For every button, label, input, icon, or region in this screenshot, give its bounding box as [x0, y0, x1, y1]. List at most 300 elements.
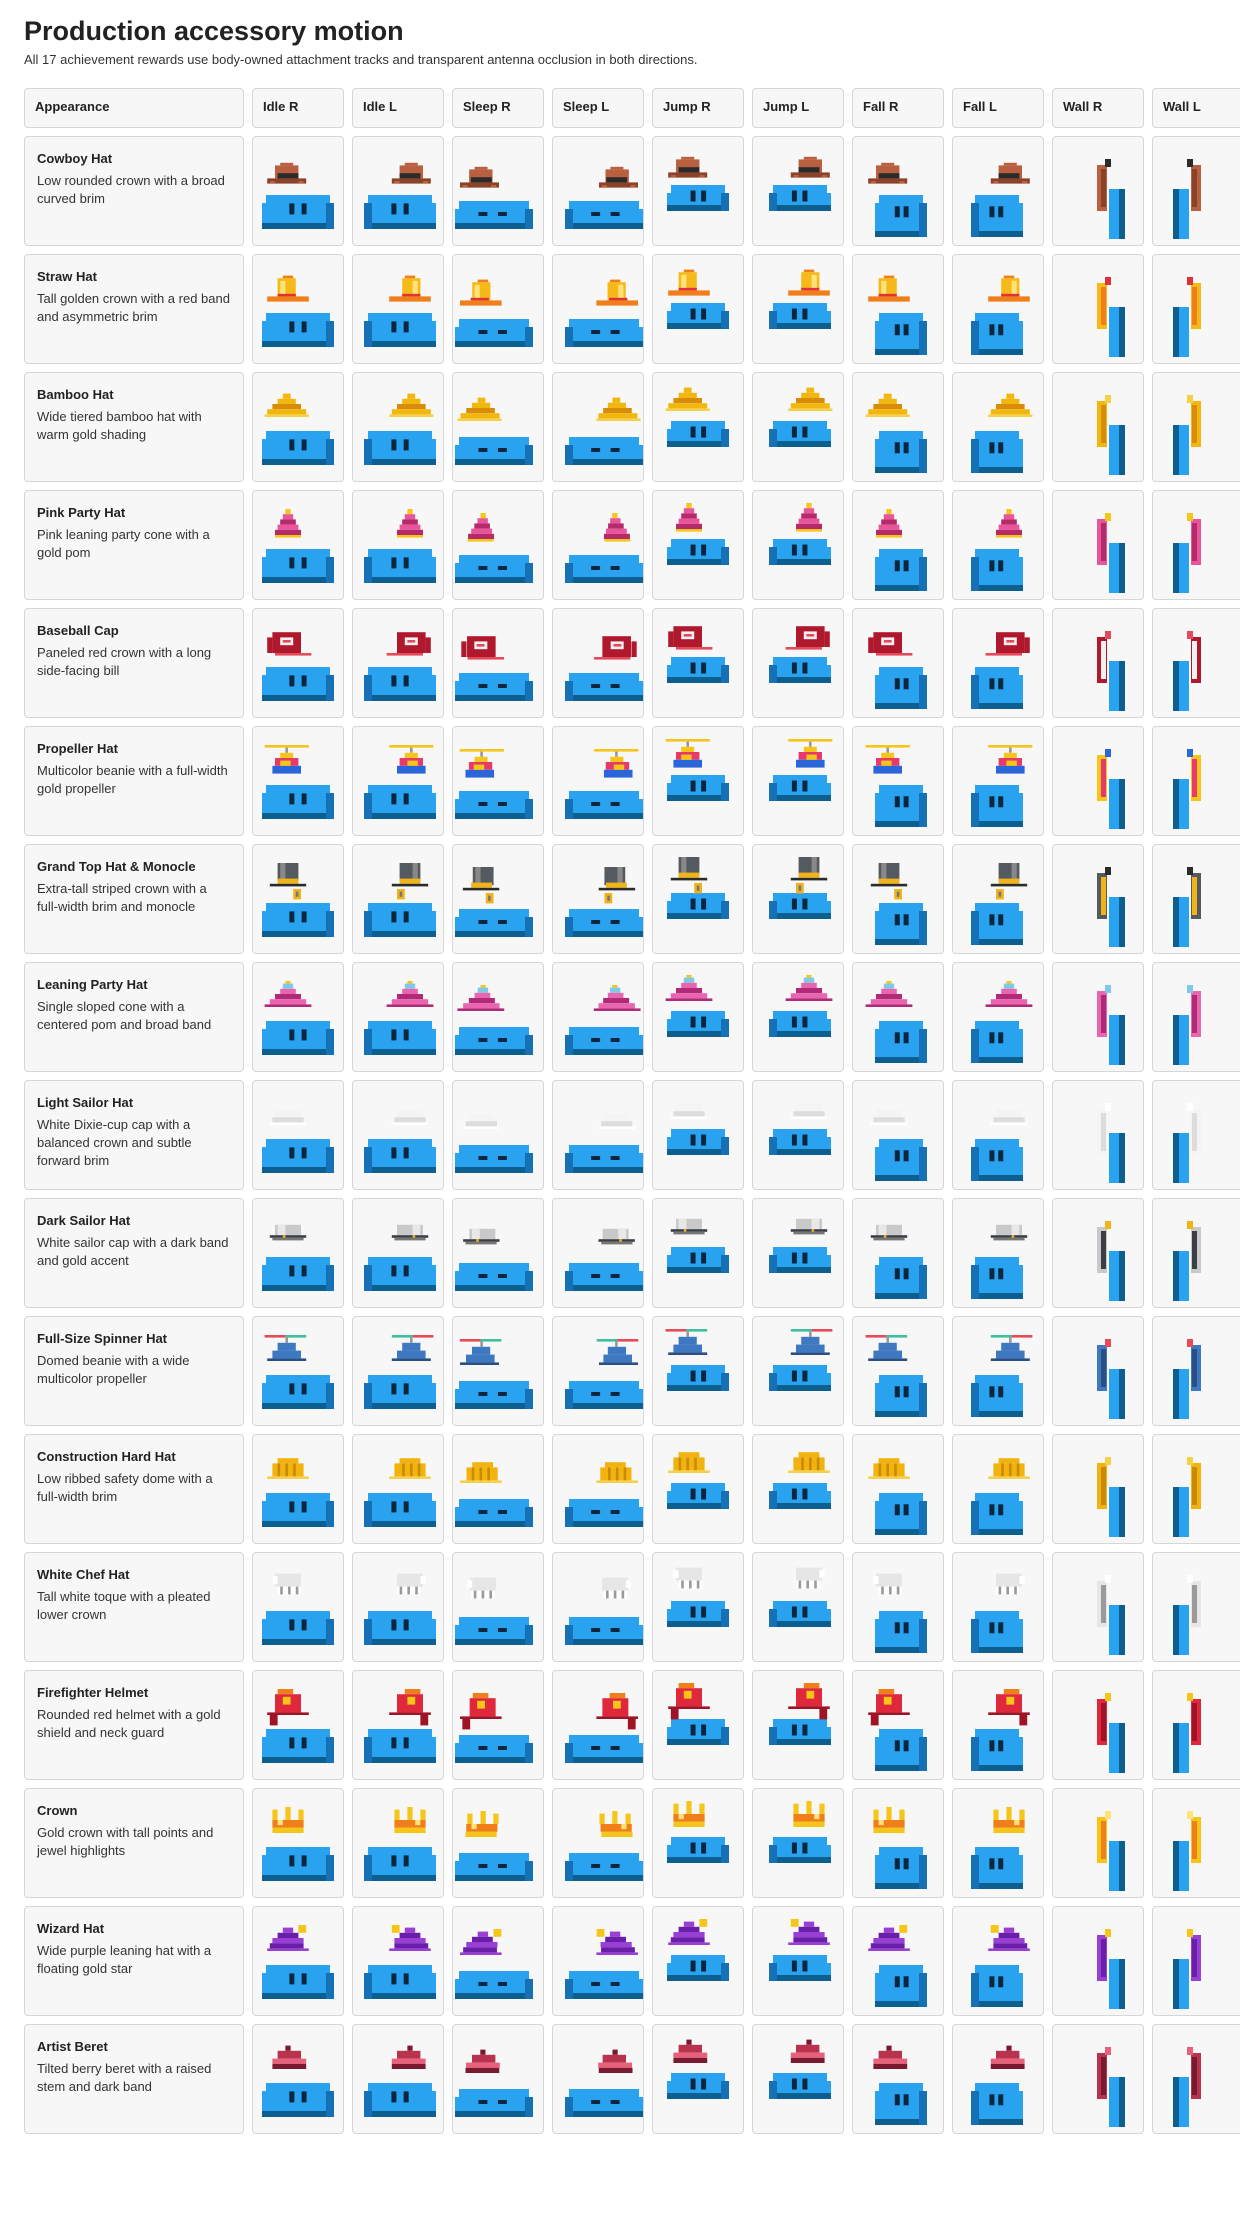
party-hat-icon	[253, 491, 344, 600]
propeller-hat-icon	[853, 727, 944, 836]
sprite-cell-idle-l	[352, 962, 444, 1072]
hard-hat-icon	[1153, 1435, 1240, 1544]
page-title: Production accessory motion	[24, 16, 404, 46]
chef-hat-icon	[1153, 1553, 1240, 1662]
propeller-hat-icon	[953, 727, 1044, 836]
crown-icon	[353, 1789, 444, 1898]
sprite-cell-sleep-l	[552, 2024, 644, 2134]
cowboy-hat-icon	[753, 137, 844, 246]
accessory-description: Tilted berry beret with a raised stem and dark band	[37, 2061, 212, 2094]
hard-hat-icon	[953, 1435, 1044, 1544]
leaning-party-hat-icon	[553, 963, 644, 1072]
sprite-cell-fall-l	[952, 844, 1044, 954]
dark-sailor-hat-icon	[253, 1199, 344, 1308]
beret-icon	[553, 2025, 644, 2134]
spinner-hat-icon	[253, 1317, 344, 1426]
accessory-description: Extra-tall striped crown with a full-width brim and monocle	[37, 881, 207, 914]
accessory-description: Tall golden crown with a red band and asymmetric brim	[37, 291, 230, 324]
hard-hat-icon	[553, 1435, 644, 1544]
sprite-cell-fall-r	[852, 1434, 944, 1544]
column-header-jump-l: Jump L	[752, 88, 844, 128]
party-hat-icon	[853, 491, 944, 600]
sprite-cell-jump-r	[652, 1316, 744, 1426]
sprite-cell-wall-r	[1052, 2024, 1144, 2134]
sprite-cell-fall-l	[952, 1552, 1044, 1662]
sprite-cell-jump-l	[752, 1788, 844, 1898]
dark-sailor-hat-icon	[353, 1199, 444, 1308]
accessory-description: Paneled red crown with a long side-facing bill	[37, 645, 212, 678]
sprite-cell-fall-l	[952, 1198, 1044, 1308]
sprite-cell-fall-l	[952, 2024, 1044, 2134]
party-hat-icon	[653, 491, 744, 600]
baseball-cap-icon	[353, 609, 444, 718]
top-hat-icon	[1053, 845, 1144, 954]
sprite-cell-jump-r	[652, 608, 744, 718]
bamboo-hat-icon	[553, 373, 644, 482]
top-hat-icon	[453, 845, 544, 954]
spinner-hat-icon	[653, 1317, 744, 1426]
accessory-description: Wide tiered bamboo hat with warm gold shading	[37, 409, 202, 442]
sprite-cell-wall-r	[1052, 1198, 1144, 1308]
sailor-hat-icon	[653, 1081, 744, 1190]
appearance-cell	[24, 608, 244, 718]
column-header-idle-l: Idle L	[352, 88, 444, 128]
wizard-hat-icon	[1053, 1907, 1144, 2016]
sprite-cell-wall-r	[1052, 1552, 1144, 1662]
crown-icon	[1153, 1789, 1240, 1898]
sprite-cell-jump-l	[752, 608, 844, 718]
chef-hat-icon	[653, 1553, 744, 1662]
sprite-cell-sleep-l	[552, 1434, 644, 1544]
accessory-description: Tall white toque with a pleated lower crown	[37, 1589, 211, 1622]
appearance-cell	[24, 962, 244, 1072]
sprite-cell-sleep-r	[452, 1788, 544, 1898]
sprite-cell-sleep-r	[452, 372, 544, 482]
baseball-cap-icon	[853, 609, 944, 718]
sprite-cell-fall-l	[952, 1788, 1044, 1898]
straw-hat-icon	[1153, 255, 1240, 364]
sprite-cell-sleep-l	[552, 1080, 644, 1190]
straw-hat-icon	[553, 255, 644, 364]
wizard-hat-icon	[1153, 1907, 1240, 2016]
wizard-hat-icon	[953, 1907, 1044, 2016]
sprite-cell-fall-r	[852, 1788, 944, 1898]
accessory-name: Leaning Party Hat	[37, 977, 148, 992]
sprite-cell-fall-r	[852, 962, 944, 1072]
cowboy-hat-icon	[553, 137, 644, 246]
bamboo-hat-icon	[753, 373, 844, 482]
sprite-cell-idle-l	[352, 1906, 444, 2016]
propeller-hat-icon	[753, 727, 844, 836]
sprite-cell-jump-r	[652, 1198, 744, 1308]
sprite-cell-jump-r	[652, 490, 744, 600]
sprite-cell-jump-l	[752, 1080, 844, 1190]
beret-icon	[753, 2025, 844, 2134]
sprite-cell-idle-r	[252, 2024, 344, 2134]
cowboy-hat-icon	[453, 137, 544, 246]
sprite-cell-jump-r	[652, 1552, 744, 1662]
column-header-sleep-r: Sleep R	[452, 88, 544, 128]
sprite-cell-wall-l	[1152, 2024, 1240, 2134]
chef-hat-icon	[953, 1553, 1044, 1662]
sprite-cell-sleep-l	[552, 254, 644, 364]
straw-hat-icon	[353, 255, 444, 364]
sprite-cell-idle-l	[352, 1788, 444, 1898]
cowboy-hat-icon	[953, 137, 1044, 246]
column-header-wall-l: Wall L	[1152, 88, 1240, 128]
straw-hat-icon	[853, 255, 944, 364]
accessory-description: Domed beanie with a wide multicolor propeller	[37, 1353, 190, 1386]
sprite-cell-idle-r	[252, 608, 344, 718]
chef-hat-icon	[853, 1553, 944, 1662]
sprite-cell-sleep-l	[552, 1198, 644, 1308]
leaning-party-hat-icon	[1053, 963, 1144, 1072]
spinner-hat-icon	[1053, 1317, 1144, 1426]
sprite-cell-idle-r	[252, 726, 344, 836]
sprite-cell-wall-r	[1052, 1434, 1144, 1544]
sailor-hat-icon	[553, 1081, 644, 1190]
appearance-cell	[24, 1434, 244, 1544]
accessory-description: White sailor cap with a dark band and gold accent	[37, 1235, 229, 1268]
sprite-cell-fall-r	[852, 136, 944, 246]
sailor-hat-icon	[453, 1081, 544, 1190]
leaning-party-hat-icon	[253, 963, 344, 1072]
dark-sailor-hat-icon	[1153, 1199, 1240, 1308]
sprite-cell-sleep-l	[552, 372, 644, 482]
sprite-cell-idle-l	[352, 372, 444, 482]
baseball-cap-icon	[1153, 609, 1240, 718]
propeller-hat-icon	[1153, 727, 1240, 836]
sprite-cell-jump-r	[652, 2024, 744, 2134]
top-hat-icon	[853, 845, 944, 954]
accessory-name: White Chef Hat	[37, 1567, 130, 1582]
hard-hat-icon	[353, 1435, 444, 1544]
sprite-cell-fall-l	[952, 726, 1044, 836]
page-subtitle: All 17 achievement rewards use body-owned attachment tracks and transparent antenna occlusion in both directions.	[24, 52, 698, 67]
sprite-cell-idle-l	[352, 726, 444, 836]
sprite-cell-wall-l	[1152, 1670, 1240, 1780]
sprite-cell-sleep-l	[552, 962, 644, 1072]
party-hat-icon	[1053, 491, 1144, 600]
sprite-cell-idle-l	[352, 1434, 444, 1544]
accessory-name: Dark Sailor Hat	[37, 1213, 131, 1228]
sprite-cell-sleep-l	[552, 1788, 644, 1898]
accessory-name: Baseball Cap	[37, 623, 119, 638]
sprite-cell-sleep-r	[452, 1552, 544, 1662]
accessory-name: Light Sailor Hat	[37, 1095, 134, 1110]
sprite-cell-jump-l	[752, 1198, 844, 1308]
sprite-cell-fall-l	[952, 372, 1044, 482]
sprite-cell-sleep-r	[452, 1670, 544, 1780]
sprite-cell-wall-r	[1052, 136, 1144, 246]
sprite-cell-wall-r	[1052, 254, 1144, 364]
crown-icon	[953, 1789, 1044, 1898]
accessory-description: Low rounded crown with a broad curved brim	[37, 173, 225, 206]
accessory-name: Artist Beret	[37, 2039, 108, 2054]
sprite-cell-sleep-r	[452, 1198, 544, 1308]
top-hat-icon	[1153, 845, 1240, 954]
sprite-cell-idle-l	[352, 490, 444, 600]
baseball-cap-icon	[453, 609, 544, 718]
straw-hat-icon	[653, 255, 744, 364]
sprite-cell-wall-l	[1152, 1788, 1240, 1898]
sprite-cell-sleep-l	[552, 136, 644, 246]
sprite-cell-wall-l	[1152, 1906, 1240, 2016]
sprite-cell-sleep-r	[452, 962, 544, 1072]
top-hat-icon	[953, 845, 1044, 954]
sprite-cell-fall-r	[852, 726, 944, 836]
sprite-cell-idle-l	[352, 2024, 444, 2134]
sprite-cell-idle-l	[352, 1198, 444, 1308]
crown-icon	[853, 1789, 944, 1898]
sprite-cell-jump-l	[752, 844, 844, 954]
sprite-cell-fall-l	[952, 962, 1044, 1072]
leaning-party-hat-icon	[853, 963, 944, 1072]
party-hat-icon	[1153, 491, 1240, 600]
sailor-hat-icon	[853, 1081, 944, 1190]
sprite-cell-fall-r	[852, 1552, 944, 1662]
beret-icon	[253, 2025, 344, 2134]
spinner-hat-icon	[1153, 1317, 1240, 1426]
sprite-cell-jump-l	[752, 490, 844, 600]
sprite-cell-wall-l	[1152, 726, 1240, 836]
sprite-cell-jump-l	[752, 1670, 844, 1780]
sprite-cell-wall-r	[1052, 726, 1144, 836]
wizard-hat-icon	[553, 1907, 644, 2016]
accessory-description: Single sloped cone with a centered pom and broad band	[37, 999, 212, 1032]
firefighter-helmet-icon	[553, 1671, 644, 1780]
propeller-hat-icon	[1053, 727, 1144, 836]
sprite-cell-sleep-l	[552, 726, 644, 836]
accessory-description: Gold crown with tall points and jewel highlights	[37, 1825, 214, 1858]
wizard-hat-icon	[853, 1907, 944, 2016]
sprite-cell-wall-l	[1152, 372, 1240, 482]
accessory-description: Low ribbed safety dome with a full-width brim	[37, 1471, 213, 1504]
wizard-hat-icon	[753, 1907, 844, 2016]
crown-icon	[753, 1789, 844, 1898]
column-header-fall-l: Fall L	[952, 88, 1044, 128]
spinner-hat-icon	[853, 1317, 944, 1426]
appearance-cell	[24, 136, 244, 246]
beret-icon	[853, 2025, 944, 2134]
party-hat-icon	[353, 491, 444, 600]
accessory-name: Bamboo Hat	[37, 387, 114, 402]
sprite-cell-wall-l	[1152, 844, 1240, 954]
column-header-sleep-l: Sleep L	[552, 88, 644, 128]
spinner-hat-icon	[453, 1317, 544, 1426]
column-header-jump-r: Jump R	[652, 88, 744, 128]
cowboy-hat-icon	[353, 137, 444, 246]
sprite-cell-sleep-l	[552, 844, 644, 954]
party-hat-icon	[953, 491, 1044, 600]
beret-icon	[1153, 2025, 1240, 2134]
sprite-cell-fall-r	[852, 1080, 944, 1190]
sprite-cell-idle-r	[252, 1080, 344, 1190]
wizard-hat-icon	[353, 1907, 444, 2016]
bamboo-hat-icon	[853, 373, 944, 482]
accessory-name: Firefighter Helmet	[37, 1685, 149, 1700]
leaning-party-hat-icon	[1153, 963, 1240, 1072]
crown-icon	[653, 1789, 744, 1898]
accessory-name: Full-Size Spinner Hat	[37, 1331, 168, 1346]
sprite-cell-idle-r	[252, 254, 344, 364]
appearance-cell	[24, 1198, 244, 1308]
cowboy-hat-icon	[853, 137, 944, 246]
accessory-description: Wide purple leaning hat with a floating gold star	[37, 1943, 212, 1976]
chef-hat-icon	[1053, 1553, 1144, 1662]
accessory-description: Multicolor beanie with a full-width gold propeller	[37, 763, 228, 796]
sprite-cell-wall-l	[1152, 1316, 1240, 1426]
top-hat-icon	[653, 845, 744, 954]
sprite-cell-idle-r	[252, 1434, 344, 1544]
sprite-cell-idle-r	[252, 962, 344, 1072]
sprite-cell-wall-r	[1052, 1316, 1144, 1426]
sprite-cell-fall-l	[952, 1434, 1044, 1544]
sprite-cell-fall-r	[852, 1198, 944, 1308]
beret-icon	[453, 2025, 544, 2134]
sprite-cell-fall-l	[952, 1080, 1044, 1190]
beret-icon	[1053, 2025, 1144, 2134]
sprite-cell-fall-l	[952, 254, 1044, 364]
sprite-cell-jump-l	[752, 1906, 844, 2016]
sprite-cell-jump-l	[752, 2024, 844, 2134]
sprite-cell-jump-l	[752, 962, 844, 1072]
sprite-cell-jump-r	[652, 962, 744, 1072]
accessory-description: White Dixie-cup cap with a balanced crown and subtle forward brim	[37, 1117, 192, 1168]
sailor-hat-icon	[1053, 1081, 1144, 1190]
straw-hat-icon	[453, 255, 544, 364]
sprite-cell-sleep-r	[452, 1434, 544, 1544]
sprite-cell-sleep-r	[452, 608, 544, 718]
spinner-hat-icon	[353, 1317, 444, 1426]
sprite-cell-sleep-l	[552, 490, 644, 600]
sprite-cell-jump-l	[752, 726, 844, 836]
top-hat-icon	[753, 845, 844, 954]
beret-icon	[953, 2025, 1044, 2134]
baseball-cap-icon	[753, 609, 844, 718]
appearance-cell	[24, 1552, 244, 1662]
dark-sailor-hat-icon	[853, 1199, 944, 1308]
party-hat-icon	[453, 491, 544, 600]
firefighter-helmet-icon	[253, 1671, 344, 1780]
propeller-hat-icon	[553, 727, 644, 836]
sprite-cell-jump-r	[652, 1788, 744, 1898]
cowboy-hat-icon	[653, 137, 744, 246]
sprite-cell-wall-r	[1052, 844, 1144, 954]
sprite-cell-wall-r	[1052, 1670, 1144, 1780]
bamboo-hat-icon	[953, 373, 1044, 482]
baseball-cap-icon	[553, 609, 644, 718]
sprite-cell-jump-l	[752, 1316, 844, 1426]
sprite-cell-sleep-r	[452, 254, 544, 364]
chef-hat-icon	[253, 1553, 344, 1662]
sprite-cell-sleep-r	[452, 844, 544, 954]
accessory-name: Construction Hard Hat	[37, 1449, 176, 1464]
sprite-cell-wall-r	[1052, 1788, 1144, 1898]
sprite-cell-sleep-l	[552, 608, 644, 718]
appearance-cell	[24, 844, 244, 954]
accessory-name: Wizard Hat	[37, 1921, 105, 1936]
straw-hat-icon	[753, 255, 844, 364]
accessory-description: Pink leaning party cone with a gold pom	[37, 527, 210, 560]
sprite-cell-wall-l	[1152, 1552, 1240, 1662]
sprite-cell-idle-r	[252, 490, 344, 600]
appearance-cell	[24, 1906, 244, 2016]
accessory-name: Straw Hat	[37, 269, 97, 284]
sprite-cell-jump-l	[752, 372, 844, 482]
sprite-cell-jump-l	[752, 1434, 844, 1544]
sprite-cell-sleep-l	[552, 1316, 644, 1426]
sprite-cell-idle-r	[252, 136, 344, 246]
chef-hat-icon	[753, 1553, 844, 1662]
cowboy-hat-icon	[1153, 137, 1240, 246]
appearance-cell	[24, 726, 244, 836]
party-hat-icon	[553, 491, 644, 600]
chef-hat-icon	[553, 1553, 644, 1662]
leaning-party-hat-icon	[653, 963, 744, 1072]
sprite-cell-fall-r	[852, 2024, 944, 2134]
sprite-cell-sleep-r	[452, 1080, 544, 1190]
sprite-cell-idle-l	[352, 1670, 444, 1780]
propeller-hat-icon	[653, 727, 744, 836]
crown-icon	[253, 1789, 344, 1898]
sprite-cell-fall-r	[852, 1906, 944, 2016]
wizard-hat-icon	[653, 1907, 744, 2016]
dark-sailor-hat-icon	[1053, 1199, 1144, 1308]
propeller-hat-icon	[453, 727, 544, 836]
sprite-cell-sleep-r	[452, 1906, 544, 2016]
firefighter-helmet-icon	[653, 1671, 744, 1780]
bamboo-hat-icon	[653, 373, 744, 482]
bamboo-hat-icon	[1053, 373, 1144, 482]
sprite-cell-fall-r	[852, 1670, 944, 1780]
column-header-wall-r: Wall R	[1052, 88, 1144, 128]
straw-hat-icon	[253, 255, 344, 364]
sprite-cell-wall-l	[1152, 608, 1240, 718]
sprite-cell-wall-l	[1152, 1080, 1240, 1190]
sailor-hat-icon	[353, 1081, 444, 1190]
sprite-cell-fall-r	[852, 1316, 944, 1426]
hard-hat-icon	[653, 1435, 744, 1544]
column-header-fall-r: Fall R	[852, 88, 944, 128]
sailor-hat-icon	[753, 1081, 844, 1190]
appearance-cell	[24, 490, 244, 600]
wizard-hat-icon	[253, 1907, 344, 2016]
hard-hat-icon	[1053, 1435, 1144, 1544]
sprite-cell-fall-l	[952, 1316, 1044, 1426]
sprite-cell-jump-r	[652, 1080, 744, 1190]
sprite-cell-jump-r	[652, 254, 744, 364]
sprite-cell-wall-r	[1052, 1906, 1144, 2016]
dark-sailor-hat-icon	[953, 1199, 1044, 1308]
sprite-cell-idle-r	[252, 1316, 344, 1426]
crown-icon	[453, 1789, 544, 1898]
sprite-cell-fall-l	[952, 608, 1044, 718]
baseball-cap-icon	[953, 609, 1044, 718]
sprite-cell-wall-l	[1152, 962, 1240, 1072]
sprite-cell-jump-r	[652, 136, 744, 246]
bamboo-hat-icon	[1153, 373, 1240, 482]
firefighter-helmet-icon	[953, 1671, 1044, 1780]
sprite-cell-idle-r	[252, 1552, 344, 1662]
sprite-cell-jump-r	[652, 1434, 744, 1544]
sprite-cell-sleep-l	[552, 1906, 644, 2016]
spinner-hat-icon	[953, 1317, 1044, 1426]
spinner-hat-icon	[753, 1317, 844, 1426]
sprite-cell-sleep-l	[552, 1552, 644, 1662]
top-hat-icon	[353, 845, 444, 954]
sprite-cell-idle-l	[352, 1552, 444, 1662]
